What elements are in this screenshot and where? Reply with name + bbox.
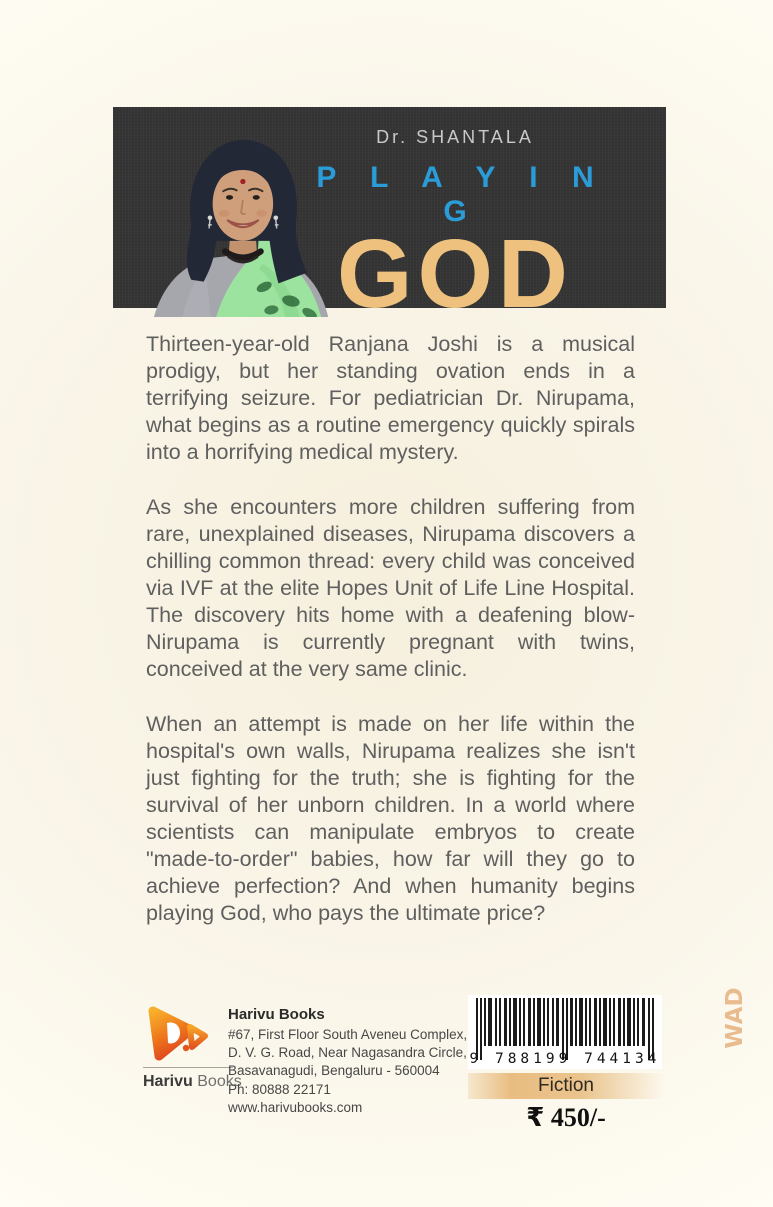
price: ₹ 450/- [526,1103,606,1132]
publisher-wordmark [143,1067,242,1091]
designer-side-mark: WAD [722,987,748,1049]
barcode [468,995,662,1069]
address-line: #67, First Floor South Aveneu Complex, [228,1027,468,1042]
isbn-digits: 9 788199 744134 [469,1051,661,1067]
book-title-playing: P L A Y I N G [316,161,607,228]
synopsis-paragraph-3: When an attempt is made on her life within the hospital's own walls, Nirupama realizes she isn't just fighting for the truth; she is fighting for the survival of her unborn children. In a world where scientists can manipulate embryos to create "made-to-order" babies, how far will they go to achieve perfection? And when humanity begins playing God, who pays the ultimate price? [146,712,635,925]
address-line: Basavanagudi, Bengaluru - 560004 [228,1063,440,1078]
title-block [290,107,620,328]
publisher-name: Harivu Books [228,1006,325,1023]
synopsis [146,331,635,927]
publisher-logo [143,1003,242,1091]
wordmark-secondary: Books [197,1073,242,1090]
publisher-phone-web: Ph: 80888 22171 www.harivubooks.com [228,1082,363,1115]
wordmark-primary: Harivu [143,1073,193,1090]
harivu-play-triangles-icon [145,1003,209,1063]
book-title-god: GOD [337,219,573,328]
author-name: Dr. SHANTALA [376,127,534,147]
genre-badge: Fiction [468,1073,664,1099]
publisher-address [228,1006,468,1117]
address-line: D. V. G. Road, Near Nagasandra Circle, [228,1045,467,1060]
title-banner [113,107,666,328]
synopsis-paragraph-1: Thirteen-year-old Ranjana Joshi is a musical prodigy, but her standing ovation ends in a terrifying seizure. For pediatrician Dr. Nirupama, what begins as a routine emergency quickly spirals into a horrifying medical mystery. [146,332,635,464]
synopsis-paragraph-2: As she encounters more children suffering from rare, unexplained diseases, Nirupama discovers a chilling common thread: every child was conceived via IVF at the elite Hopes Unit of Life Line Hospital. The discovery hits home with a deafening blow-Nirupama is currently pregnant with twins, conceived at the very same clinic. [146,495,635,681]
